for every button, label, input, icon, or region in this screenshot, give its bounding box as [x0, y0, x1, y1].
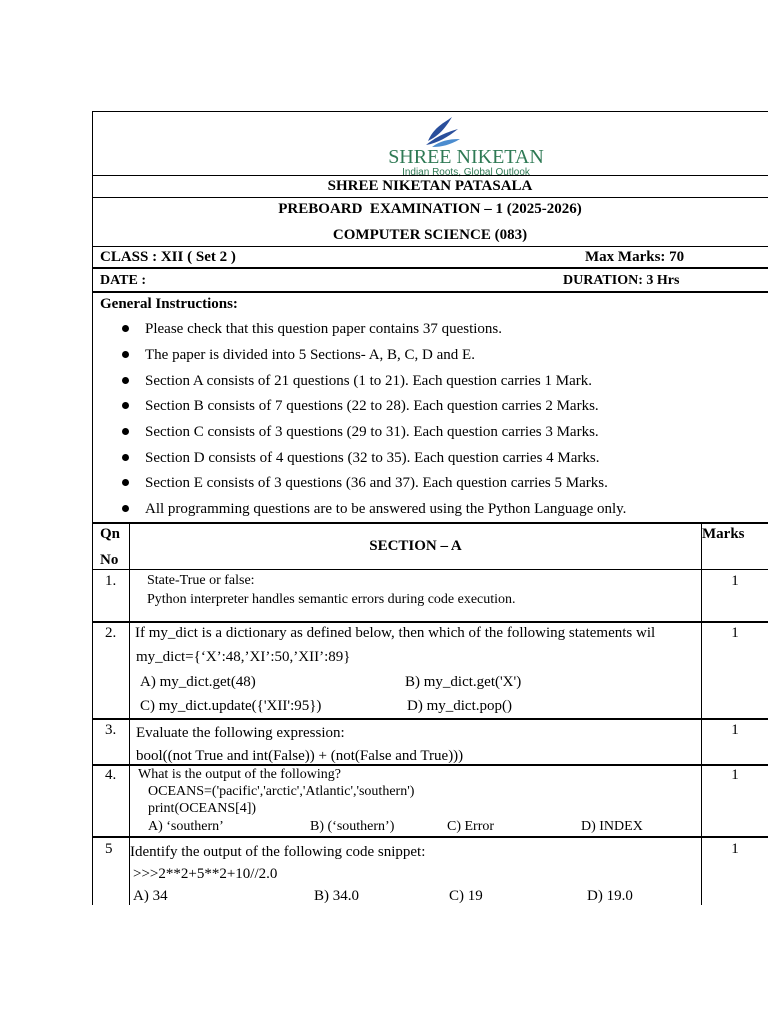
subject-title: COMPUTER SCIENCE (083) — [332, 227, 528, 243]
question-number: 5 — [105, 841, 113, 857]
instruction-text: All programming questions are to be answered using the Python Language only. — [145, 501, 627, 517]
option: C) my_dict.update({'XII':95}) — [140, 698, 322, 714]
school-name: SHREE NIKETAN PATASALA — [327, 178, 533, 194]
question-text: bool((not True and int(False)) + (not(False and True))) — [136, 748, 464, 764]
instruction-text: Section B consists of 7 questions (22 to 28). Each question carries 2 Marks. — [145, 398, 599, 414]
date-label: DATE : — [100, 273, 147, 288]
code-line: print(OCEANS[4]) — [148, 801, 257, 816]
option: B) my_dict.get('X') — [405, 674, 522, 690]
divider — [92, 569, 768, 570]
top-border — [92, 111, 768, 112]
question-marks: 1 — [731, 841, 739, 857]
divider — [92, 836, 768, 838]
bullet-icon — [122, 479, 129, 486]
code-line: OCEANS=('pacific','arctic','Atlantic','southern') — [148, 784, 415, 799]
qn-header: Qn — [100, 526, 121, 542]
question-number: 2. — [105, 625, 117, 641]
bullet-icon — [122, 505, 129, 512]
bullet-icon — [122, 351, 129, 358]
logo-tagline: Indian Roots, Global Outlook — [402, 167, 530, 178]
instruction-text: Please check that this question paper contains 37 questions. — [145, 321, 503, 337]
question-text: State-True or false: — [147, 573, 255, 588]
question-number: 1. — [105, 573, 117, 589]
question-marks: 1 — [731, 573, 739, 589]
bullet-icon — [122, 454, 129, 461]
instruction-text: Section E consists of 3 questions (36 and 37). Each question carries 5 Marks. — [145, 475, 608, 491]
bullet-icon — [122, 402, 129, 409]
instruction-text: Section C consists of 3 questions (29 to 31). Each question carries 3 Marks. — [145, 424, 599, 440]
question-marks: 1 — [731, 722, 739, 738]
instruction-text: Section A consists of 21 questions (1 to 21). Each question carries 1 Mark. — [145, 373, 593, 389]
divider — [92, 197, 768, 198]
question-marks: 1 — [731, 767, 739, 783]
divider — [92, 621, 768, 623]
option: A) 34 — [133, 888, 168, 904]
option: B) 34.0 — [314, 888, 359, 904]
option: B) (‘southern’) — [310, 819, 395, 834]
bullet-icon — [122, 325, 129, 332]
divider — [92, 522, 768, 524]
instruction-text: Section D consists of 4 questions (32 to 35). Each question carries 4 Marks. — [145, 450, 600, 466]
option: D) 19.0 — [587, 888, 633, 904]
question-text: Identify the output of the following code snippet: — [130, 844, 426, 860]
option: C) 19 — [449, 888, 483, 904]
instructions-heading: General Instructions: — [100, 296, 238, 312]
question-text: Python interpreter handles semantic errors during code execution. — [147, 592, 516, 607]
divider — [92, 175, 768, 176]
divider — [92, 718, 768, 720]
bullet-icon — [122, 428, 129, 435]
logo-flame-icon — [422, 115, 462, 149]
divider — [92, 246, 768, 247]
logo-name: SHREE NIKETAN — [388, 146, 544, 168]
option: C) Error — [447, 819, 495, 834]
question-paper — [92, 111, 768, 905]
section-title: SECTION – A — [369, 538, 462, 554]
code-line: >>>2**2+5**2+10//2.0 — [133, 866, 278, 882]
question-text: Evaluate the following expression: — [136, 725, 345, 741]
max-marks: Max Marks: 70 — [585, 249, 685, 265]
marks-header: Marks — [702, 526, 745, 542]
duration: DURATION: 3 Hrs — [563, 273, 680, 288]
option: A) ‘southern’ — [148, 819, 224, 834]
question-number: 4. — [105, 767, 117, 783]
divider — [92, 267, 768, 269]
option: A) my_dict.get(48) — [140, 674, 256, 690]
question-text: my_dict={‘X’:48,’XI’:50,’XII’:89} — [136, 649, 351, 665]
bullet-icon — [122, 377, 129, 384]
option: D) INDEX — [581, 819, 643, 834]
school-logo — [378, 115, 554, 178]
option: D) my_dict.pop() — [407, 698, 512, 714]
instruction-text: The paper is divided into 5 Sections- A, B, C, D and E. — [145, 347, 475, 363]
exam-title: PREBOARD EXAMINATION – 1 (2025-2026) — [278, 201, 582, 217]
no-header: No — [100, 552, 119, 568]
question-text: What is the output of the following? — [138, 767, 341, 782]
question-number: 3. — [105, 722, 117, 738]
divider — [92, 291, 768, 293]
class-label: CLASS : XII ( Set 2 ) — [100, 249, 236, 265]
question-text: If my_dict is a dictionary as defined below, then which of the following statements wil — [135, 625, 656, 641]
question-marks: 1 — [731, 625, 739, 641]
